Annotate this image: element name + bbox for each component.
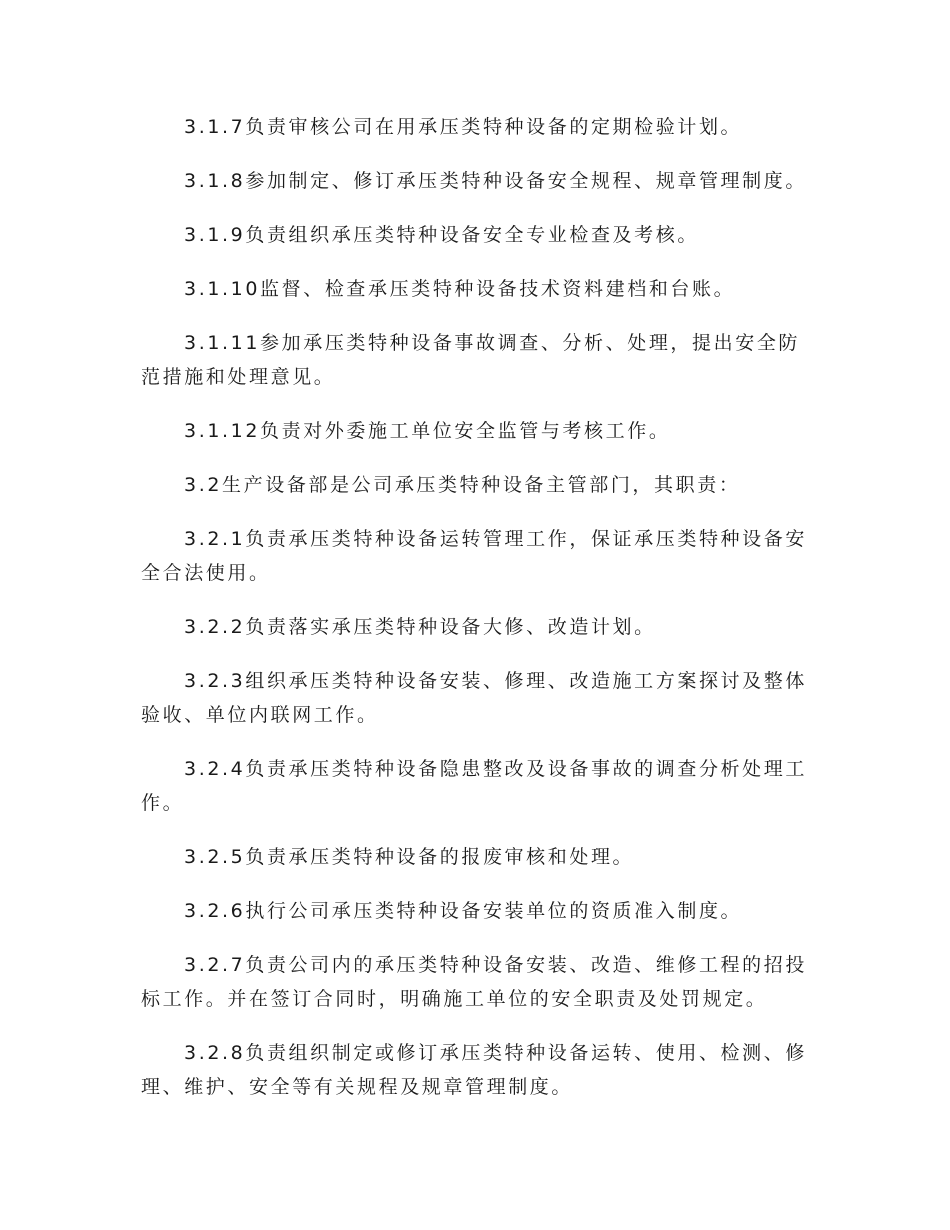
clause-3-2-5: 3.2.5负责承压类特种设备的报废审核和处理。 (184, 846, 635, 868)
clause-3-2-8: 3.2.8负责组织制定或修订承压类特种设备运转、使用、检测、修理、维护、安全等有关规程及规章管理制度。 (141, 1042, 807, 1098)
clause-3-1-10: 3.1.10监督、检查承压类特种设备技术资料建档和台账。 (184, 278, 736, 300)
clause-3-1-8: 3.1.8参加制定、修订承压类特种设备安全规程、规章管理制度。 (184, 170, 807, 192)
clause-3-2-1: 3.2.1负责承压类特种设备运转管理工作，保证承压类特种设备安全合法使用。 (141, 528, 807, 584)
clause-3-1-9: 3.1.9负责组织承压类特种设备安全专业检查及考核。 (184, 224, 699, 246)
section-3-2-heading: 3.2生产设备部是公司承压类特种设备主管部门，其职责： (184, 474, 741, 496)
clause-3-1-11: 3.1.11参加承压类特种设备事故调查、分析、处理，提出安全防范措施和处理意见。 (141, 332, 801, 388)
document-body (141, 110, 809, 1124)
clause-3-2-4: 3.2.4负责承压类特种设备隐患整改及设备事故的调查分析处理工作。 (141, 758, 807, 814)
clause-3-1-7: 3.1.7负责审核公司在用承压类特种设备的定期检验计划。 (184, 116, 743, 138)
clause-3-2-3: 3.2.3组织承压类特种设备安装、修理、改造施工方案探讨及整体验收、单位内联网工作。 (141, 670, 807, 726)
clause-3-2-7: 3.2.7负责公司内的承压类特种设备安装、改造、维修工程的招投标工作。并在签订合同时，明确施工单位的安全职责及处罚规定。 (141, 954, 807, 1010)
clause-3-2-6: 3.2.6执行公司承压类特种设备安装单位的资质准入制度。 (184, 900, 743, 922)
clause-3-2-2: 3.2.2负责落实承压类特种设备大修、改造计划。 (184, 616, 656, 638)
clause-3-1-12: 3.1.12负责对外委施工单位安全监管与考核工作。 (184, 420, 671, 442)
